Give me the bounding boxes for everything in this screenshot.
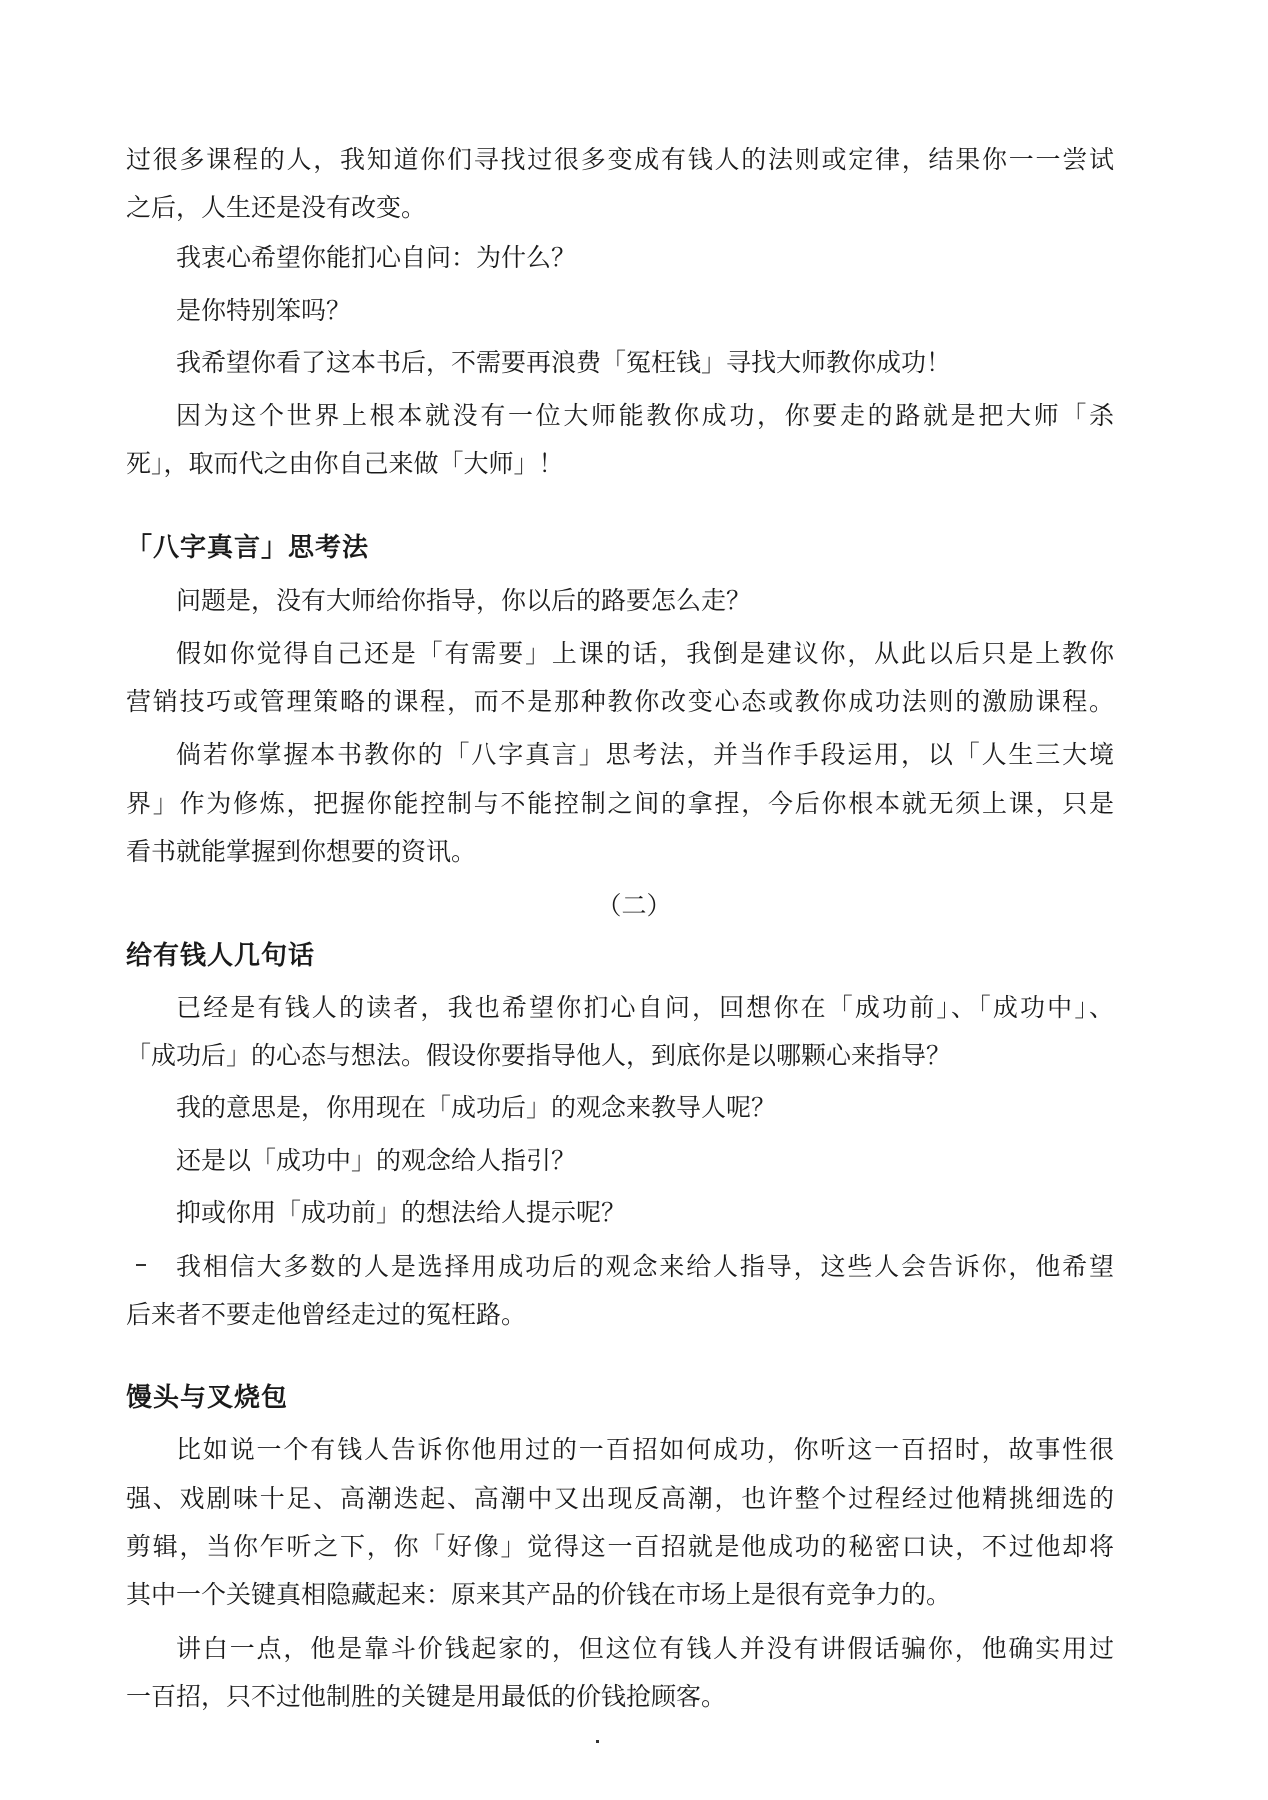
section-heading: 馒头与叉烧包 [126,1383,289,1413]
paragraph-line: 比如说一个有钱人告诉你他用过的一百招如何成功，你听这一百招时，故事性很 [176,1435,1114,1464]
paragraph-line: 一百招，只不过他制胜的关键是用最低的价钱抢顾客。 [126,1682,727,1711]
paragraph-line: 界」作为修炼，把握你能控制与不能控制之间的拿捏，今后你根本就无须上课，只是 [126,789,1114,818]
scan-mark [136,1264,146,1266]
paragraph-line: 还是以「成功中」的观念给人指引？ [176,1146,577,1175]
scan-mark [596,1740,599,1743]
paragraph-line: 抑或你用「成功前」的想法给人提示呢？ [176,1198,627,1227]
paragraph-line: 之后，人生还是没有改变。 [126,193,427,222]
paragraph-line: 死」，取而代之由你自己来做「大师」！ [126,449,564,478]
paragraph-line: 过很多课程的人，我知道你们寻找过很多变成有钱人的法则或定律，结果你一一尝试 [126,145,1114,174]
section-heading: 给有钱人几句话 [126,941,316,971]
paragraph-line: 我的意思是，你用现在「成功后」的观念来教导人呢？ [176,1093,777,1122]
paragraph-line: 看书就能掌握到你想要的资讯。 [126,837,477,866]
paragraph-line: 剪辑，当你乍听之下，你「好像」觉得这一百招就是他成功的秘密口诀，不过他却将 [126,1532,1114,1561]
paragraph-line: 因为这个世界上根本就没有一位大师能教你成功，你要走的路就是把大师「杀 [176,401,1114,430]
paragraph-line: 强、戏剧味十足、高潮迭起、高潮中又出现反高潮，也许整个过程经过他精挑细选的 [126,1484,1114,1513]
section-number: （二） [596,891,672,920]
paragraph-line: 营销技巧或管理策略的课程，而不是那种教你改变心态或教你成功法则的激励课程。 [126,687,1114,716]
paragraph-line: 已经是有钱人的读者，我也希望你扪心自问，回想你在「成功前」、「成功中」、 [176,993,1114,1022]
paragraph-line: 讲白一点，他是靠斗价钱起家的，但这位有钱人并没有讲假话骗你，他确实用过 [176,1634,1114,1663]
section-heading: 「八字真言」思考法 [126,533,370,563]
paragraph-line: 是你特别笨吗？ [176,296,352,325]
paragraph-line: 其中一个关键真相隐藏起来：原来其产品的价钱在市场上是很有竞争力的。 [126,1580,952,1609]
paragraph-line: 倘若你掌握本书教你的「八字真言」思考法，并当作手段运用，以「人生三大境 [176,740,1114,769]
paragraph-line: 我衷心希望你能扪心自问：为什么？ [176,243,577,272]
paragraph-line: 后来者不要走他曾经走过的冤枉路。 [126,1300,527,1329]
paragraph-line: 问题是，没有大师给你指导，你以后的路要怎么走？ [176,586,752,615]
paragraph-line: 我相信大多数的人是选择用成功后的观念来给人指导，这些人会告诉你，他希望 [176,1252,1114,1281]
paragraph-line: 「成功后」的心态与想法。假设你要指导他人，到底你是以哪颗心来指导？ [126,1041,952,1070]
paragraph-line: 我希望你看了这本书后，不需要再浪费「冤枉钱」寻找大师教你成功！ [176,348,952,377]
paragraph-line: 假如你觉得自己还是「有需要」上课的话，我倒是建议你，从此以后只是上教你 [176,639,1114,668]
